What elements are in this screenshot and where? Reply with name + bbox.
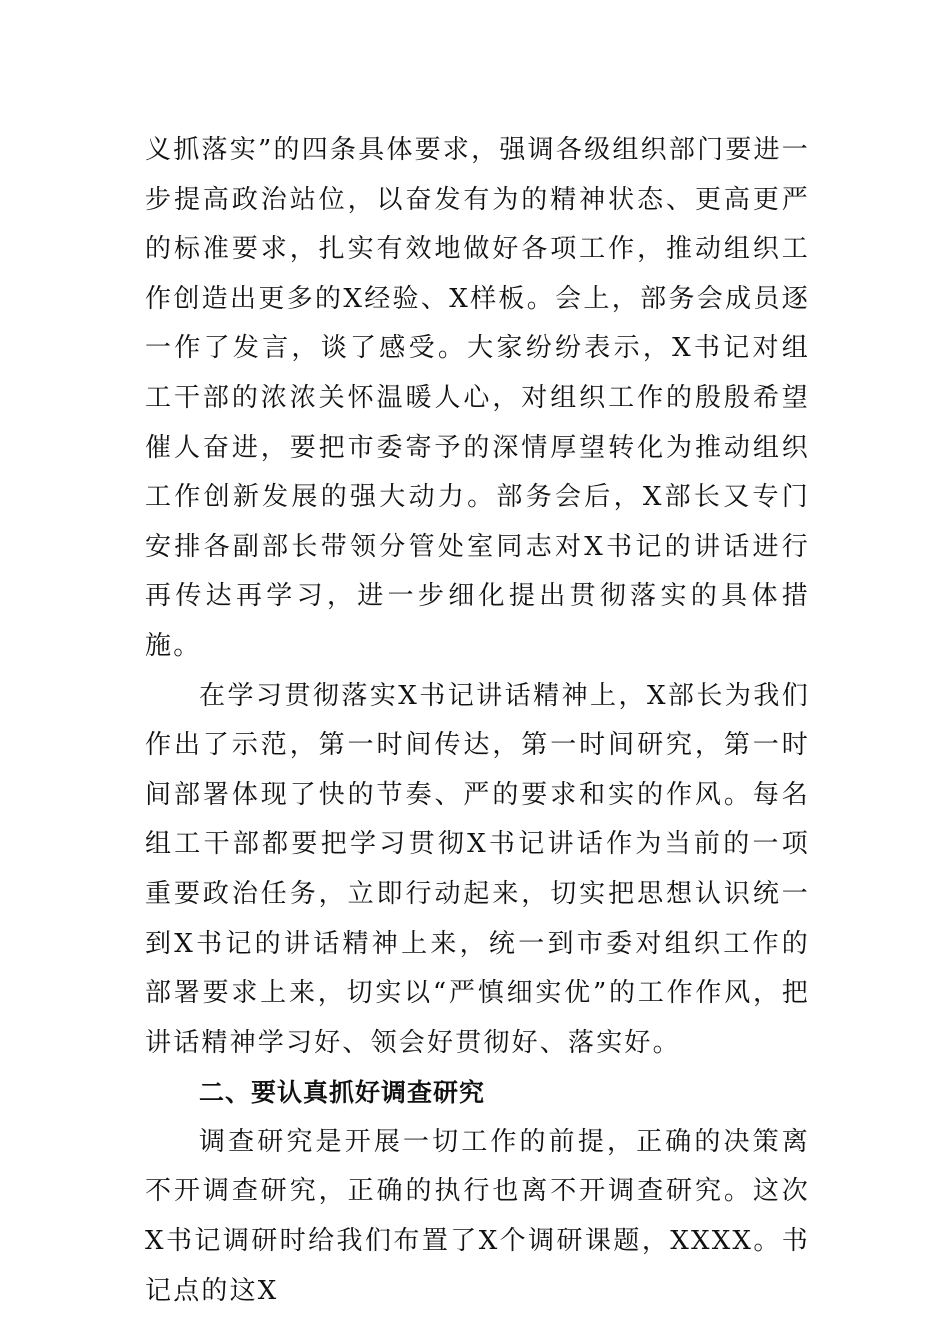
paragraph-body: 在学习贯彻落实X书记讲话精神上，X部长为我们作出了示范，第一时间传达，第一时间研究，第一时间部署体现了快的节奏、严的要求和实的作风。每名组工干部都要把学习贯彻X书记讲话作为当前的一项重要政治任务，立即行动起来，切实把思想认识统一到X书记的讲话精神上来，统一到市委对组织工作的部署要求上来，切实以“严慎细实优”的工作作风，把讲话精神学习好、领会好贯彻好、落实好。 — [145, 680, 810, 1058]
document-page — [145, 126, 810, 1316]
section-heading: 二、要认真抓好调查研究 — [199, 1078, 486, 1108]
paragraph-continuation: 义抓落实”的四条具体要求，强调各级组织部门要进一步提高政治站位，以奋发有为的精神状态、更高更严的标准要求，扎实有效地做好各项工作，推动组织工作创造出更多的X经验、X样板。会上，部务会成员逐一作了发言，谈了感受。大家纷纷表示，X书记对组工干部的浓浓关怀温暖人心，对组织工作的殷殷希望催人奋进，要把市委寄予的深情厚望转化为推动组织工作创新发展的强大动力。部务会后，X部长又专门安排各副部长带领分管处室同志对X书记的讲话进行再传达再学习，进一步细化提出贯彻落实的具体措施。 — [145, 135, 810, 661]
paragraph-body: 调查研究是开展一切工作的前提，正确的决策离不开调查研究，正确的执行也离不开调查研究。这次X书记调研时给我们布置了X个调研课题，XXXX。书记点的这X — [145, 1126, 810, 1306]
